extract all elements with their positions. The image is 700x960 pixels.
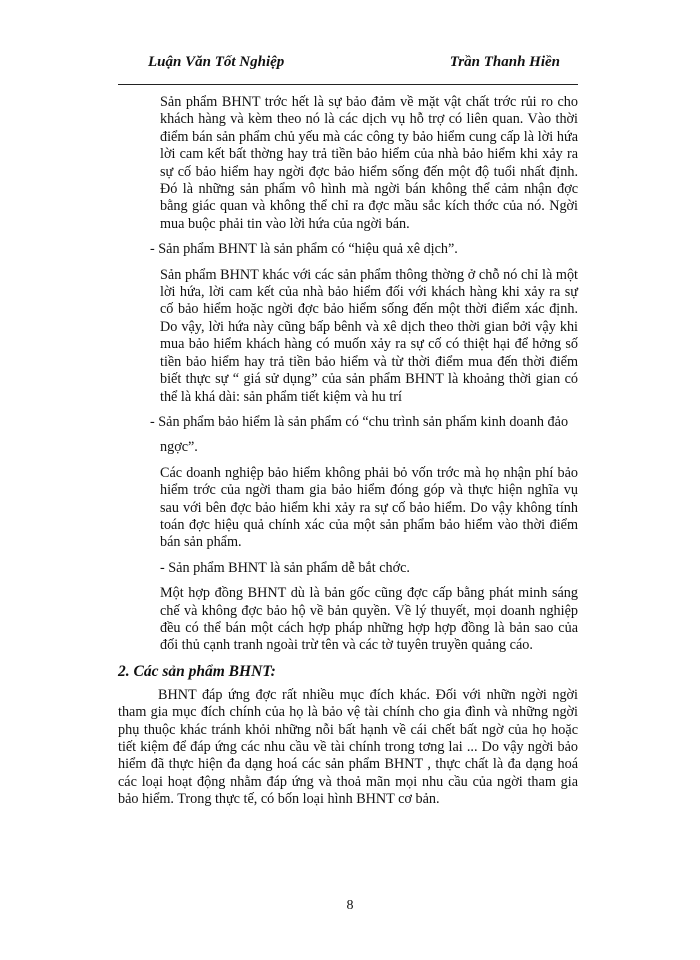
paragraph-doanh-nghiep: Các doanh nghiệp bảo hiểm không phải bỏ vốn trớc mà họ nhận phí bảo hiểm trớc của ngời tham gia bảo hiểm đóng góp và thực hiện nghĩa vụ sau với bên đợc bảo hiểm khi xảy ra sự cố bảo hiểm. Do vậy không tính toán đợc hiệu quả chính xác của một sản phẩm bảo hiểm vào thời điểm bán sản phẩm. [160,464,578,551]
bullet-continuation: ngợc”. [160,439,198,456]
paragraph-xe-dich: Sản phẩm BHNT khác với các sản phẩm thông thờng ở chỗ nó chỉ là một lời hứa, lời cam kết của nhà bảo hiểm đối với khách hàng khi xảy ra sự cố bảo hiểm hoặc ngời đợc bảo hiểm sống đến một thời điểm xác định. Do vậy, lời hứa này cũng bấp bênh và xê dịch theo thời gian bởi vậy khi mua bảo hiểm khách hàng có muốn xảy ra sự cố có thiệt hại để hởng số tiền bảo hiểm hay trả tiền bảo hiểm và từ thời điểm mua đến thời điểm biết thực sự “ giá sử dụng” của sản phẩm BHNT là khoảng thời gian có thể là khá dài: sản phẩm tiết kiệm và hu trí [160,266,578,405]
bullet-chu-trinh-dao-nguoc: - Sản phẩm bảo hiểm là sản phẩm có “chu trình sản phẩm kinh doanh đảo [150,413,569,430]
header-thesis-title: Luận Văn Tốt Nghiệp [148,54,285,70]
bullet-de-bat-chuoc: - Sản phẩm BHNT là sản phẩm dễ bắt chớc. [160,559,410,576]
paragraph-intro: Sản phẩm BHNT trớc hết là sự bảo đảm về mặt vật chất trớc rủi ro cho khách hàng và kèm theo nó là các dịch vụ hỗ trợ có liên quan. Vào thời điểm bán sản phẩm chủ yếu mà các công ty bảo hiểm cung cấp là lời hứa lời cam kết bất thờng hay trả tiền bảo hiểm của nhà bảo hiểm khi xảy ra sự cố bảo hiểm hay ngời đợc bảo hiểm sống đến một độ tuổi nhất định. Đó là những sản phẩm vô hình mà ngời bán không thể cảm nhận đợc bằng giác quan và không thể chỉ ra đợc mầu sắc kích thớc của nó. Ngời mua buộc phải tin vào lời hứa của ngời bán. [160,94,578,232]
section-body: BHNT đáp ứng đợc rất nhiều mục đích khác. Đối với nhữn ngời ngời tham gia mục đích chính của họ là bảo vệ tài chính cho gia đình và những ngời phụ thuộc khác tránh khỏi những nỗi bất hạnh về cái chết bất ngờ của họ hoặc tiết kiệm để đáp ứng các nhu cầu về tài chính trong tơng lai ... Do vậy ngời bảo hiểm đã thực hiện đa dạng hoá các sản phẩm BHNT , thực chất là đa dạng hoá các loại hoạt động nhằm đáp ứng và thoả mãn mọi nhu cầu của ngời tham gia bảo hiểm. Trong thực tế, có bốn loại hình BHNT cơ bản. [118,686,578,808]
document-body [118,94,578,817]
page-header [118,50,578,85]
page-number: 8 [346,898,354,913]
bullet-hieu-qua-xe-dich: - Sản phẩm BHNT là sản phẩm có “hiệu quả xê dịch”. [150,241,458,258]
header-author-name: Trần Thanh Hiền [449,54,560,70]
paragraph-hop-dong: Một hợp đồng BHNT dù là bản gốc cũng đợc cấp bằng phát minh sáng chế và không đợc bảo hộ về bản quyền. Về lý thuyết, mọi doanh nghiệp đều có thể bán một cách hợp pháp những hợp hợp đồng là bản sao của đối thủ cạnh tranh ngoài trừ tên và các tờ tuyên truyền quảng cáo. [160,585,578,654]
section-heading: 2. Các sản phẩm BHNT: [118,662,276,680]
